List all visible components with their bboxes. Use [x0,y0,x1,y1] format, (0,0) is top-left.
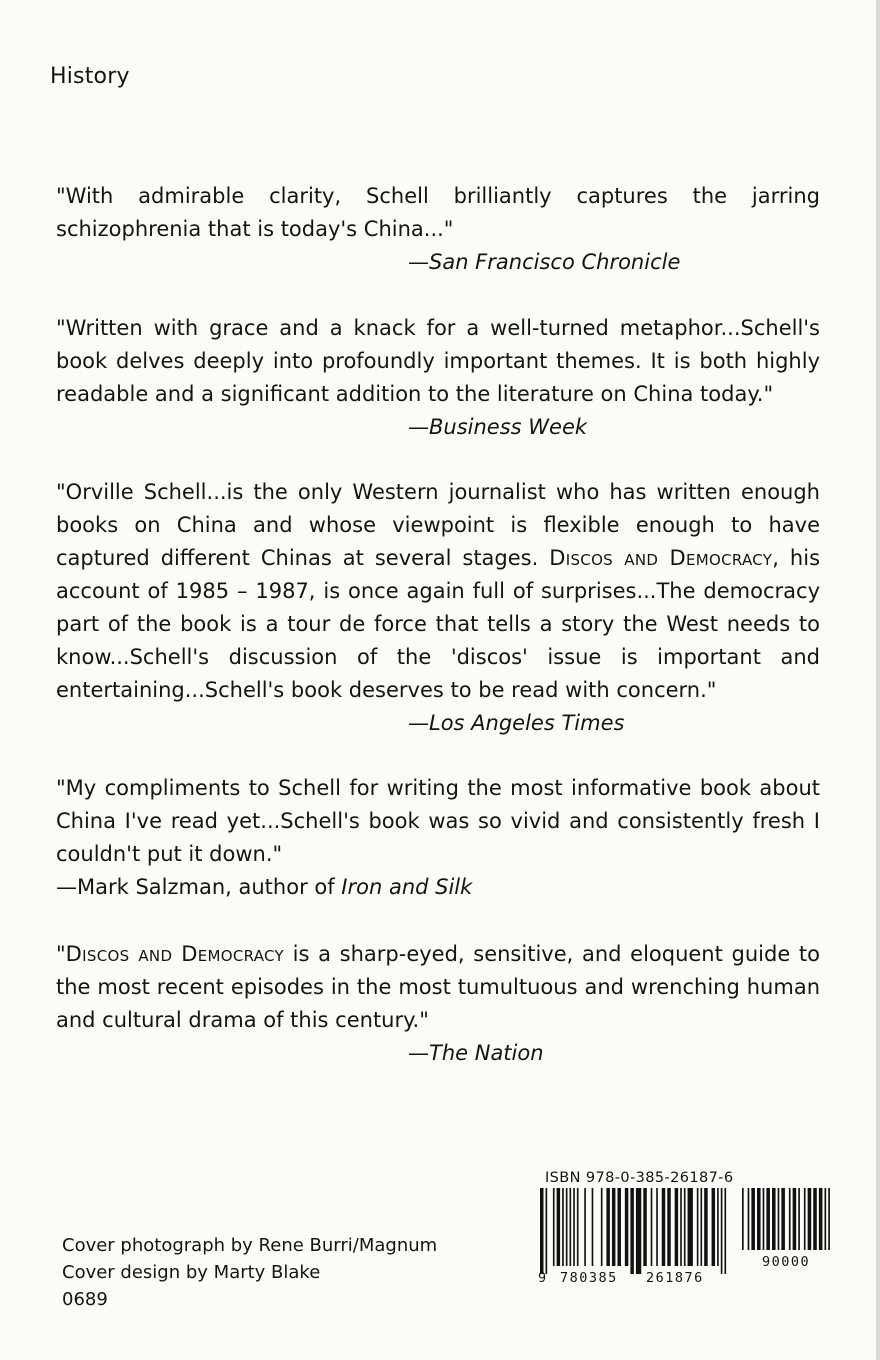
barcode-bar [704,1188,707,1266]
barcode-bar [828,1188,830,1250]
isbn-label: ISBN 978-0-385-26187-6 [545,1170,734,1186]
barcode-bar [662,1188,665,1266]
quote-source: —The Nation [408,1041,544,1065]
quote-source: —San Francisco Chronicle [408,250,681,274]
barcode-bar [724,1188,726,1274]
book-title-ref: Discos and Democracy [549,546,773,570]
code-number: 0689 [62,1289,108,1310]
barcode-bar [772,1188,776,1250]
barcode-bar [680,1188,682,1266]
barcode-bar [612,1188,615,1266]
barcode-bar [763,1188,765,1250]
quote-source: —Business Week [408,415,588,439]
quote-text: "Orville Schell...is the only Western journalist who has written enough books on China and whose viewpoint is flexible enough to have captured different Chinas at several stages. Discos and Democracy, his account of 1985 – 1987, is once again full of surprises...The democracy part of the book is a tour de force that tells a story the West needs to know...Schell's discussion of the 'discos' issue is important and entertaining...Schell's book deserves to be read with concern." [56,480,821,702]
barcode-bar [540,1188,543,1274]
category-label: History [50,64,130,89]
barcode-addon-digits: 90000 [762,1254,811,1270]
barcode-lead-digit: 9 [538,1270,548,1286]
barcode-bar [573,1188,575,1266]
barcode-bar [757,1188,761,1250]
barcode-bar [766,1188,770,1250]
barcode-bar [813,1188,817,1250]
barcode-right-digits: 261876 [646,1270,704,1286]
barcode-bar [630,1188,633,1274]
barcode-bar [592,1188,594,1266]
review-quote-1 [56,180,820,279]
barcode-bar [798,1188,800,1250]
barcode-bar [721,1188,723,1274]
barcode-bar [804,1188,806,1250]
barcode-bar [751,1188,755,1250]
quote-text: "My compliments to Schell for writing the most informative book about China I've read yet...Schell's book was so vivid and consistently fresh I couldn't put it down." [56,776,820,866]
barcode-bar [570,1188,572,1266]
review-quote-5 [56,938,820,1070]
barcode-bar [748,1188,750,1250]
review-quote-2 [56,312,820,444]
barcode-bar [617,1188,620,1266]
barcode-bar [819,1188,823,1250]
design-credit: Cover design by Marty Blake [62,1262,321,1283]
barcode-bar [781,1188,785,1250]
quote-text: "Written with grace and a knack for a well-turned metaphor...Schell's book delves deeply into profoundly important themes. It is both highly readable and a significant addition to the literature on China today." [56,316,820,406]
barcode-bar [656,1188,658,1266]
barcode-bar [557,1188,560,1266]
barcode-bar [697,1188,699,1266]
barcode-bar [675,1188,678,1266]
barcode-bar [825,1188,827,1250]
barcode-left-digits: 780385 [560,1270,618,1286]
barcode-bar [546,1188,548,1274]
barcode-addon [742,1188,834,1252]
barcode-bar [688,1188,693,1266]
barcode-bar [793,1188,797,1250]
cover-credits [62,1232,437,1313]
quote-source: —Los Angeles Times [408,711,625,735]
barcode-bar [667,1188,670,1266]
page-edge [876,0,880,1360]
barcode-bar [651,1188,653,1266]
barcode-bar [636,1188,641,1274]
barcode-bar [562,1188,564,1266]
barcode-bar [684,1188,686,1266]
quote-text: "With admirable clarity, Schell brilliantly captures the jarring schizophrenia that is today's China..." [56,184,820,241]
barcode-bar [742,1188,744,1250]
barcode-bar [712,1188,715,1266]
barcode-bar [789,1188,791,1250]
barcode-bar [577,1188,579,1266]
book-title-ref: Discos and Democracy [65,942,285,966]
barcode-bar [566,1188,568,1266]
barcode-bar [700,1188,702,1266]
barcode-bar [778,1188,780,1250]
review-quote-3 [56,476,820,740]
barcode-bar [643,1188,646,1266]
barcode-bar [601,1188,603,1266]
barcode-bar [717,1188,719,1266]
barcode-bar [606,1188,609,1266]
review-quote-4 [56,772,820,904]
photo-credit: Cover photograph by Rene Burri/Magnum [62,1235,438,1256]
quote-text: "Discos and Democracy is a sharp-eyed, sensitive, and eloquent guide to the most recent episodes in the most tumultuous and wrenching human and cultural drama of this century." [56,942,820,1032]
quote-source: —Mark Salzman, author of Iron and Silk [56,875,473,899]
barcode-bar [584,1188,586,1266]
barcode-bar [625,1188,628,1266]
barcode-bar [553,1188,555,1266]
barcode-bar [808,1188,812,1250]
